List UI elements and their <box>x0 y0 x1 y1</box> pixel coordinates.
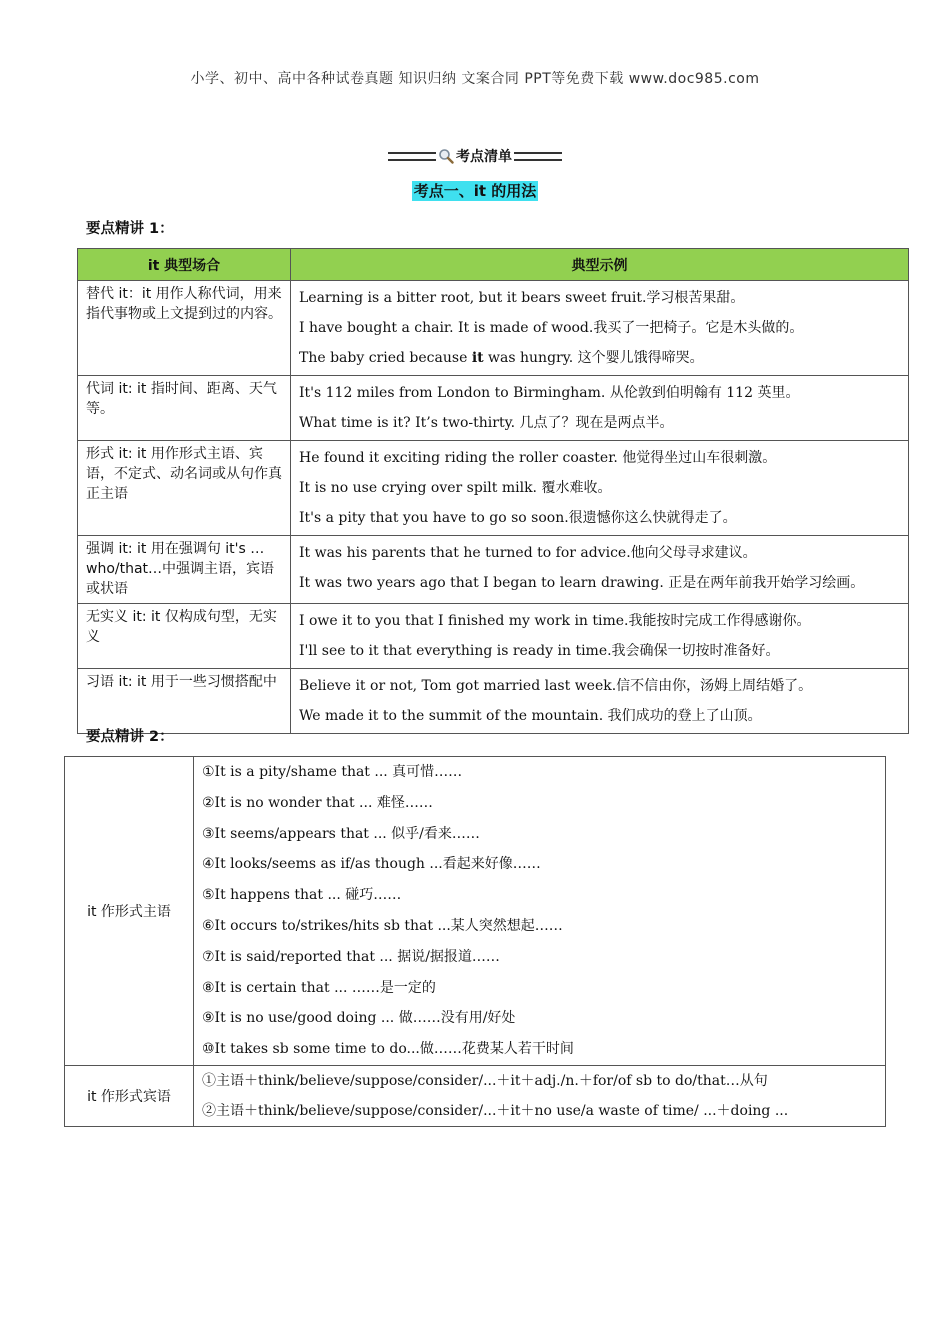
pattern-items-cell <box>194 757 886 1066</box>
occasion-cell: 习语 it: it 用于一些习惯搭配中 <box>78 669 291 734</box>
list-item: ②It is no wonder that ... 难怪…… <box>202 794 433 811</box>
list-item: ③It seems/appears that ... 似乎/看来…… <box>202 825 480 842</box>
magnifier-icon <box>438 148 454 164</box>
list-item: ⑥It occurs to/strikes/hits sb that ...某人突然想起…… <box>202 917 563 934</box>
example-sentence: We made it to the summit of the mountain. 我们成功的登上了山顶。 <box>299 708 762 724</box>
table-row <box>78 441 909 536</box>
pattern-items-cell <box>194 1065 886 1126</box>
list-item: ②主语＋think/believe/suppose/consider/...＋it＋no use/a waste of time/ ...＋doing ... <box>202 1102 789 1119</box>
examples-cell <box>291 376 909 441</box>
examples-cell <box>291 441 909 536</box>
list-item: ⑩It takes sb some time to do...做……花费某人若干时间 <box>202 1041 574 1058</box>
table-row <box>65 757 886 1066</box>
pattern-label-cell: it 作形式宾语 <box>65 1065 194 1126</box>
occasion-cell: 替代 it：it 用作人称代词，用来指代事物或上文提到过的内容。 <box>78 281 291 376</box>
topic-title: 考点一、it 的用法 <box>413 182 537 200</box>
list-item: ①It is a pity/shame that ... 真可惜…… <box>202 764 463 780</box>
occasion-cell: 形式 it: it 用作形式主语、宾语，不定式、动名词或从句作真正主语 <box>78 441 291 536</box>
part2-heading: 要点精讲 2： <box>86 729 174 745</box>
section-title: 考点清单 <box>456 149 512 165</box>
example-sentence: The baby cried because it was hungry. 这个婴儿饿得啼哭。 <box>299 350 704 366</box>
table-row <box>78 536 909 604</box>
topic-title-wrap <box>0 180 950 201</box>
double-rule-left <box>388 152 436 161</box>
page-header: 小学、初中、高中各种试卷真题 知识归纳 文案合同 PPT等免费下载 www.doc985.com <box>190 71 760 87</box>
list-item: ④It looks/seems as if/as though ...看起来好像…… <box>202 856 541 873</box>
example-sentence: It was two years ago that I began to learn drawing. 正是在两年前我开始学习绘画。 <box>299 575 865 591</box>
examples-cell <box>291 604 909 669</box>
example-sentence: I'll see to it that everything is ready in time.我会确保一切按时准备好。 <box>299 643 780 659</box>
it-pattern-table <box>64 756 886 1127</box>
double-rule-right <box>514 152 562 161</box>
example-sentence: I owe it to you that I finished my work in time.我能按时完成工作得感谢你。 <box>299 613 811 629</box>
examples-cell <box>291 669 909 734</box>
it-usage-table <box>77 248 909 734</box>
list-item: ⑦It is said/reported that ... 据说/据报道…… <box>202 948 500 965</box>
table-row <box>78 604 909 669</box>
example-sentence: It's 112 miles from London to Birmingham. 从伦敦到伯明翰有 112 英里。 <box>299 385 800 401</box>
table-row <box>78 376 909 441</box>
example-sentence: It's a pity that you have to go so soon.很遗憾你这么快就得走了。 <box>299 510 737 526</box>
occasion-cell: 代词 it: it 指时间、距离、天气等。 <box>78 376 291 441</box>
table-row <box>65 1065 886 1126</box>
table-row <box>78 669 909 734</box>
occasion-cell: 无实义 it: it 仅构成句型，无实义 <box>78 604 291 669</box>
example-sentence: Believe it or not, Tom got married last week.信不信由你，汤姆上周结婚了。 <box>299 678 813 694</box>
section-title-bar <box>0 146 950 166</box>
example-sentence: What time is it? It’s two-thirty. 几点了？现在是两点半。 <box>299 415 674 431</box>
example-sentence: It was his parents that he turned to for advice.他向父母寻求建议。 <box>299 545 757 561</box>
examples-cell <box>291 281 909 376</box>
list-item: ⑨It is no use/good doing ... 做……没有用/好处 <box>202 1010 516 1027</box>
part1-heading: 要点精讲 1： <box>86 221 174 237</box>
example-sentence: It is no use crying over spilt milk. 覆水难收。 <box>299 480 612 496</box>
example-sentence: Learning is a bitter root, but it bears sweet fruit.学习根苦果甜。 <box>299 290 745 306</box>
examples-cell <box>291 536 909 604</box>
list-item: ①主语＋think/believe/suppose/consider/...＋it＋adj./n.＋for/of sb to do/that…从句 <box>202 1072 768 1089</box>
list-item: ⑧It is certain that ... ……是一定的 <box>202 979 436 996</box>
occasion-cell: 强调 it: it 用在强调句 it's … who/that…中强调主语，宾语或状语 <box>78 536 291 604</box>
column-header-examples: 典型示例 <box>291 249 909 281</box>
table-row <box>78 281 909 376</box>
example-sentence: I have bought a chair. It is made of wood.我买了一把椅子。它是木头做的。 <box>299 320 804 336</box>
pattern-label-cell: it 作形式主语 <box>65 757 194 1066</box>
list-item: ⑤It happens that ... 碰巧…… <box>202 887 402 904</box>
example-sentence: He found it exciting riding the roller coaster. 他觉得坐过山车很刺激。 <box>299 450 777 466</box>
column-header-occasion: it 典型场合 <box>78 249 291 281</box>
table-header-row <box>78 249 909 281</box>
